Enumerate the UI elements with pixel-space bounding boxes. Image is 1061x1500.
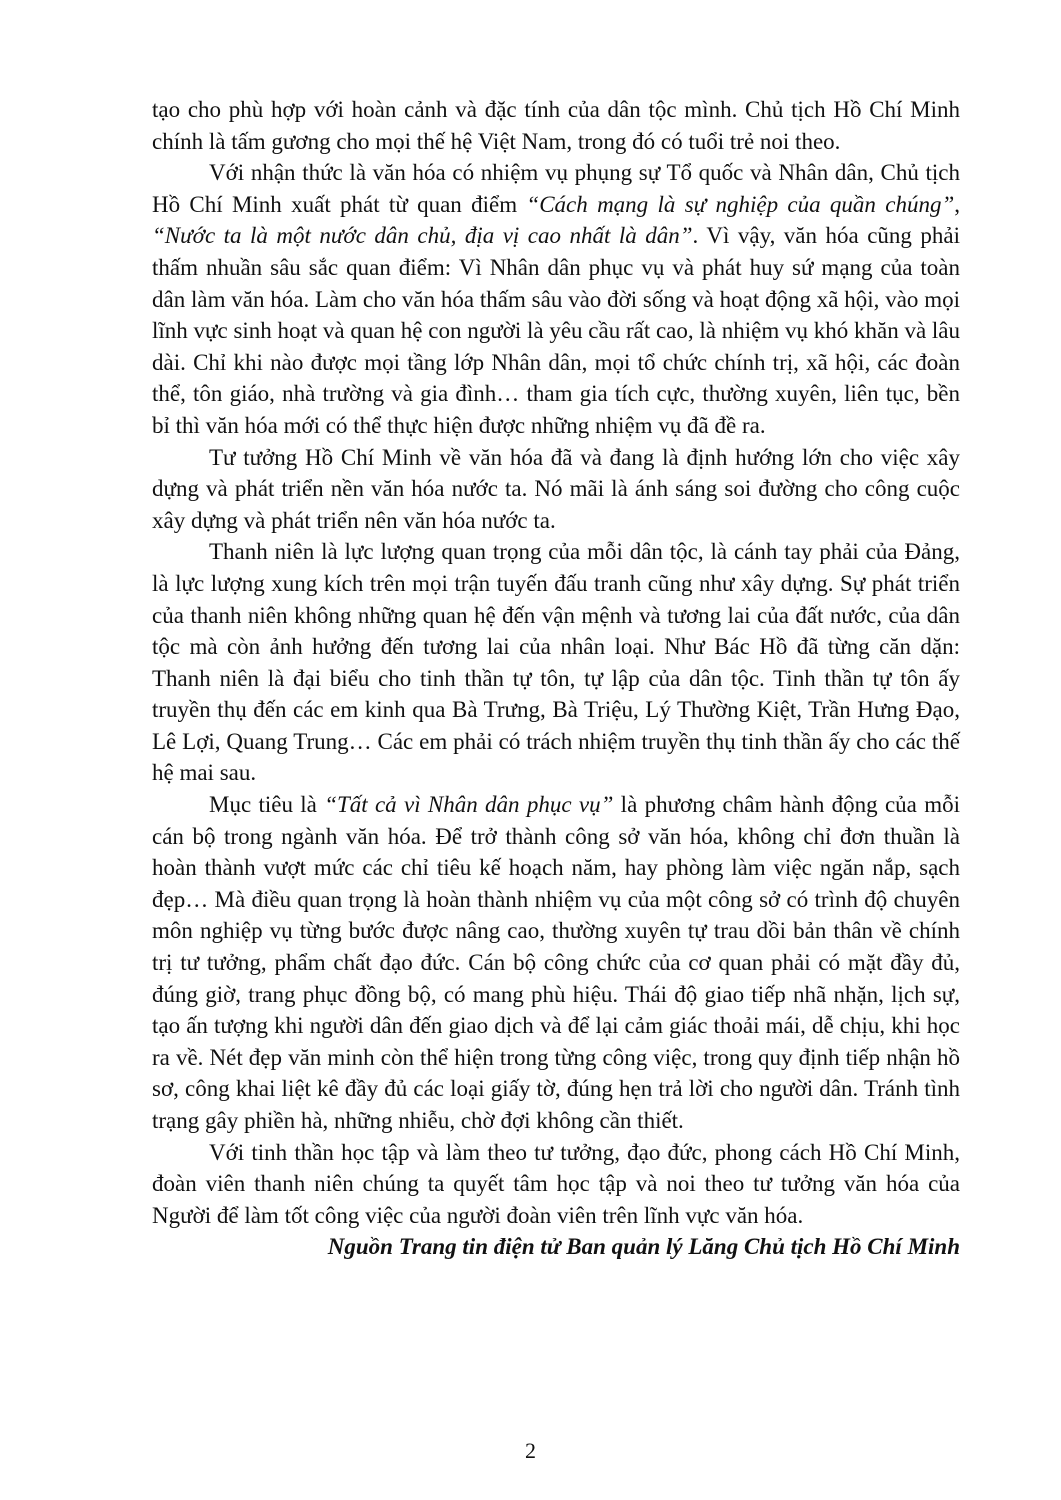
paragraph-5 [152, 789, 960, 1137]
document-body [152, 94, 960, 1263]
paragraph-6: Với tinh thần học tập và làm theo tư tưởng, đạo đức, phong cách Hồ Chí Minh, đoàn viên thanh niên chúng ta quyết tâm học tập và noi theo tư tưởng văn hóa của Người để làm tốt công việc của người đoàn viên trên lĩnh vực văn hóa. [152, 1139, 960, 1228]
paragraph-2 [152, 157, 960, 441]
paragraph-2-body: . Vì vậy, văn hóa cũng phải thấm nhuần sâu sắc quan điểm: Vì Nhân dân phục vụ và phát huy sứ mạng của toàn dân làm văn hóa. Làm cho văn hóa thấm sâu vào đời sống và hoạt động xã hội, vào mọi lĩnh vực sinh hoạt và quan hệ con người là yêu cầu rất cao, là nhiệm vụ khó khăn và lâu dài. Chỉ khi nào được mọi tầng lớp Nhân dân, mọi tổ chức chính trị, xã hội, các đoàn thể, tôn giáo, nhà trường và gia đình… tham gia tích cực, thường xuyên, liên tục, bền bỉ thì văn hóa mới có thể thực hiện được những nhiệm vụ đã đề ra. [152, 223, 960, 438]
paragraph-2-separator: , [954, 191, 960, 217]
paragraph-1: tạo cho phù hợp với hoàn cảnh và đặc tính của dân tộc mình. Chủ tịch Hồ Chí Minh chính là tấm gương cho mọi thế hệ Việt Nam, trong đó có tuổi trẻ noi theo. [152, 97, 960, 154]
paragraph-3: Tư tưởng Hồ Chí Minh về văn hóa đã và đang là định hướng lớn cho việc xây dựng và phát triển nền văn hóa nước ta. Nó mãi là ánh sáng soi đường cho công cuộc xây dựng và phát triển nên văn hóa nước ta. [152, 444, 960, 533]
quote-nuoc-ta: “Nước ta là một nước dân chủ, địa vị cao nhất là dân” [152, 223, 693, 249]
paragraph-2-intro: Với nhận thức là văn hóa có nhiệm vụ phụng sự Tổ quốc và Nhân dân, Chủ tịch Hồ Chí Minh xuất phát từ quan điểm [152, 160, 960, 217]
paragraph-5-intro: Mục tiêu là [209, 792, 325, 818]
source-attribution: Nguồn Trang tin điện tử Ban quản lý Lăng Chủ tịch Hồ Chí Minh [327, 1234, 960, 1260]
quote-tat-ca: “Tất cả vì Nhân dân phục vụ” [324, 792, 614, 818]
paragraph-5-body: là phương châm hành động của mỗi cán bộ trong ngành văn hóa. Để trở thành công sở văn hóa, không chỉ đơn thuần là hoàn thành vượt mức các chỉ tiêu kế hoạch năm, hay phòng làm việc ngăn nắp, sạch đẹp… Mà điều quan trọng là hoàn thành nhiệm vụ của một công sở có trình độ chuyên môn nghiệp vụ từng bước được nâng cao, thường xuyên tự trau dồi bản thân về chính trị tư tưởng, phẩm chất đạo đức. Cán bộ công chức của cơ quan phải có mặt đầy đủ, đúng giờ, trang phục đồng bộ, có mang phù hiệu. Thái độ giao tiếp nhã nhặn, lịch sự, tạo ấn tượng khi người dân đến giao dịch và để lại cảm giác thoải mái, dễ chịu, khi học ra về. Nét đẹp văn minh còn thể hiện trong từng công việc, trong quy định tiếp nhận hồ sơ, công khai liệt kê đầy đủ các loại giấy tờ, đúng hẹn trả lời cho người dân. Tránh tình trạng gây phiền hà, những nhiễu, chờ đợi không cần thiết. [152, 792, 960, 1133]
page-number: 2 [525, 1438, 536, 1463]
quote-cach-mang: “Cách mạng là sự nghiệp của quần chúng” [526, 191, 955, 217]
paragraph-4: Thanh niên là lực lượng quan trọng của mỗi dân tộc, là cánh tay phải của Đảng, là lực lượng xung kích trên mọi trận tuyến đấu tranh cũng như xây dựng. Sự phát triển của thanh niên không những quan hệ đến vận mệnh và tương lai của đất nước, của dân tộc mà còn ảnh hưởng đến tương lai của nhân loại. Như Bác Hồ đã từng căn dặn: Thanh niên là đại biểu cho tinh thần tự tôn, tự lập của dân tộc. Tinh thần tự tôn ấy truyền thụ đến các em kinh qua Bà Trưng, Bà Triệu, Lý Thường Kiệt, Trần Hưng Đạo, Lê Lợi, Quang Trung… Các em phải có trách nhiệm truyền thụ tinh thần ấy cho các thế hệ mai sau. [152, 539, 960, 786]
